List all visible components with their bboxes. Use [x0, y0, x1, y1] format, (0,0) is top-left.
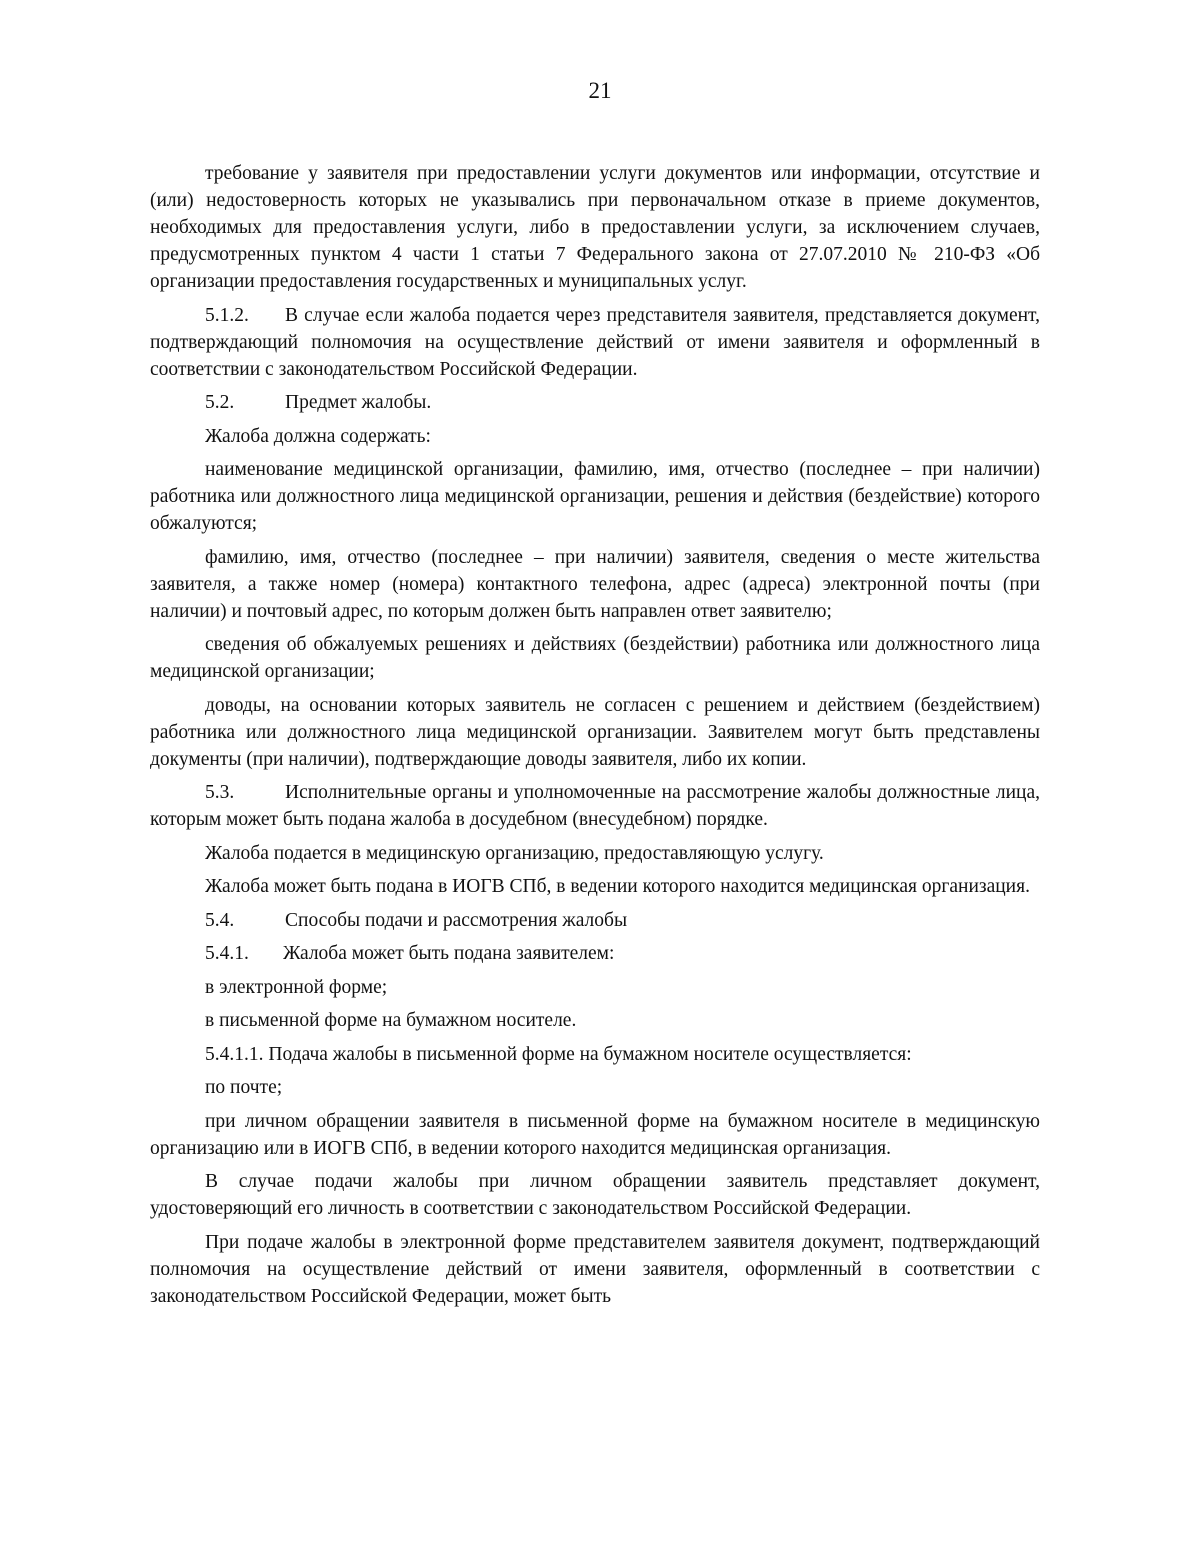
- paragraph-5-2: [150, 389, 1040, 416]
- paragraph: Жалоба должна содержать:: [205, 425, 431, 447]
- paragraph-5-4: [150, 907, 1040, 934]
- section-heading: Предмет жалобы.: [285, 392, 432, 413]
- paragraph: наименование медицинской организации, фамилию, имя, отчество (последнее – при наличии) работника или должностного лица медицинской организации, решения и действия (бездействие) которого обжалуются;: [150, 459, 1040, 534]
- section-heading: Способы подачи и рассмотрения жалобы: [285, 909, 628, 931]
- paragraph: Жалоба подается в медицинскую организацию, предоставляющую услугу.: [205, 842, 824, 864]
- paragraph: В случае подачи жалобы при личном обращении заявитель представляет документ, удостоверяющий его личность в соответствии с законодательством Российской Федерации.: [150, 1171, 1040, 1219]
- paragraph-5-4-1: [150, 940, 1040, 967]
- section-number: 5.2.: [205, 392, 235, 413]
- paragraph: доводы, на основании которых заявитель не согласен с решением и действием (бездействием) работника или должностного лица медицинской организации. Заявителем могут быть представлены документы (при наличии), подтверждающие доводы заявителя, либо их копии.: [150, 694, 1040, 770]
- paragraph-text: Жалоба может быть подана заявителем:: [283, 943, 615, 964]
- document-body: [150, 160, 1040, 1316]
- paragraph-5-4-1-1: 5.4.1.1. Подача жалобы в письменной форме на бумажном носителе осуществляется:: [205, 1043, 912, 1065]
- paragraph: требование у заявителя при предоставлении услуги документов или информации, отсутствие и (или) недостоверность которых не указывались при первоначальном отказе в приеме документов, необходимых для предоставления услуги, либо в предоставлении услуги, за исключением случаев, предусмотренных пунктом 4 части 1 статьи 7 Федерального закона от 27.07.2010 № 210-ФЗ «Об организации предоставления государственных и муниципальных услуг.: [150, 163, 1040, 292]
- paragraph-text: В случае если жалоба подается через представителя заявителя, представляется документ, подтверждающий полномочия на осуществление действий от имени заявителя и оформленный в соответствии с законодательством Российской Федерации.: [150, 304, 1040, 380]
- section-number: 5.4.1.: [205, 943, 249, 964]
- paragraph: сведения об обжалуемых решениях и действиях (бездействии) работника или должностного лица медицинской организации;: [150, 634, 1040, 682]
- paragraph: фамилию, имя, отчество (последнее – при наличии) заявителя, сведения о месте жительства заявителя, а также номер (номера) контактного телефона, адрес (адреса) электронной почты (при наличии) и почтовый адрес, по которым должен быть направлен ответ заявителю;: [150, 546, 1040, 622]
- paragraph: при личном обращении заявителя в письменной форме на бумажном носителе в медицинскую организацию или в ИОГВ СПб, в ведении которого находится медицинская организация.: [150, 1110, 1040, 1159]
- section-number: 5.4.: [205, 909, 235, 931]
- page-number: 21: [588, 78, 612, 103]
- paragraph: При подаче жалобы в электронной форме представителем заявителя документ, подтверждающий полномочия на осуществление действий от имени заявителя, оформленный в соответствии с законодательством Российской Федерации, может быть: [150, 1231, 1040, 1307]
- paragraph-5-3: [150, 779, 1040, 833]
- paragraph-text: Исполнительные органы и уполномоченные на рассмотрение жалобы должностные лица, которым может быть подана жалоба в досудебном (внесудебном) порядке.: [150, 782, 1040, 830]
- paragraph: по почте;: [205, 1077, 283, 1098]
- paragraph: в электронной форме;: [205, 976, 388, 998]
- paragraph: Жалоба может быть подана в ИОГВ СПб, в ведении которого находится медицинская организация.: [205, 876, 1030, 897]
- paragraph-5-1-2: [150, 302, 1040, 383]
- section-number: 5.1.2.: [205, 304, 249, 326]
- section-number: 5.3.: [205, 782, 235, 803]
- paragraph: в письменной форме на бумажном носителе.: [205, 1010, 577, 1031]
